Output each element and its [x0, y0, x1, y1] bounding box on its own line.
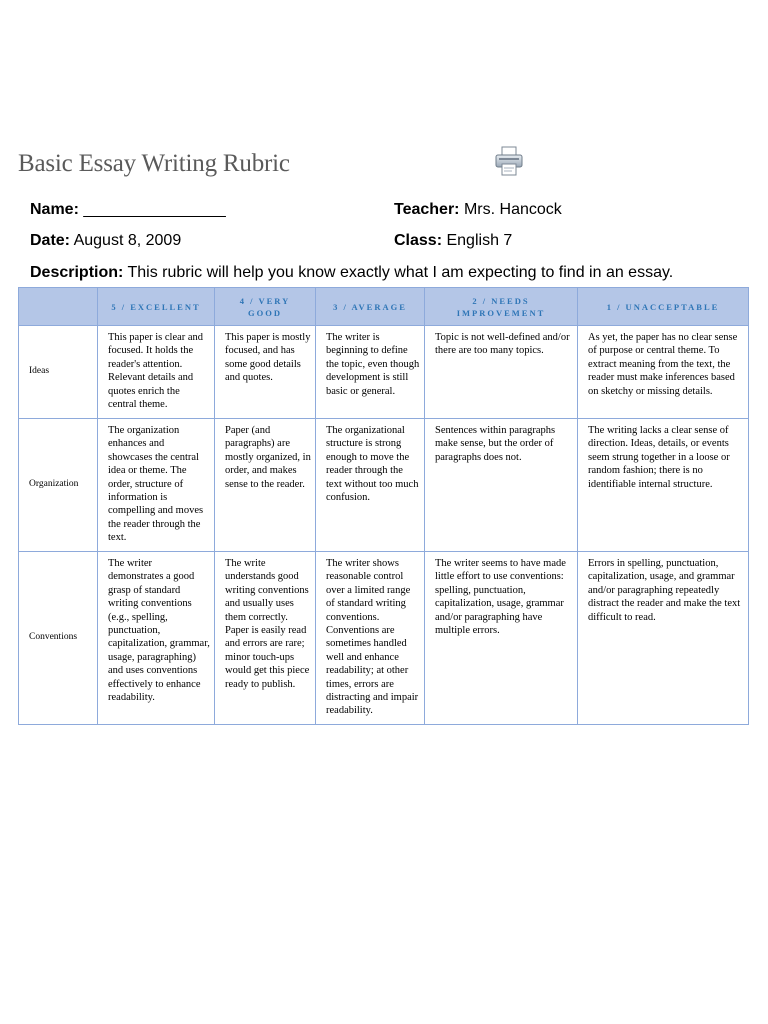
header-row [19, 288, 749, 326]
date-label: Date: [30, 232, 71, 249]
table-row [19, 326, 749, 419]
table-cell: As yet, the paper has no clear sense of purpose or central theme. To extract meaning from the text, the reader must make inferences based on sketchy or missing details. [578, 326, 749, 419]
class-value: English 7 [446, 232, 513, 249]
header-corner [19, 288, 98, 326]
header-unacceptable: 1 / UNACCEPTABLE [578, 288, 749, 326]
name-field [30, 201, 226, 219]
table-cell: This paper is clear and focused. It holds the reader's attention. Relevant details and quotes enrich the central theme. [98, 326, 215, 419]
teacher-field [394, 201, 562, 219]
class-label: Class: [394, 232, 443, 249]
table-row [19, 419, 749, 552]
header-needs-improvement: 2 / NEEDS IMPROVEMENT [425, 288, 578, 326]
row-label-ideas: Ideas [19, 326, 98, 419]
date-field [30, 232, 181, 250]
rubric-table [18, 287, 749, 725]
table-cell: The writer seems to have made little effort to use conventions: spelling, punctuation, capitalization, usage, grammar and/or paragraphing have multiple errors. [425, 552, 578, 725]
header-very-good: 4 / VERY GOOD [215, 288, 316, 326]
table-cell: The writer demonstrates a good grasp of standard writing conventions (e.g., spelling, punctuation, capitalization, grammar, usage, paragraphing) and uses conventions effectively to enhance readability. [98, 552, 215, 725]
teacher-value: Mrs. Hancock [463, 201, 562, 218]
row-label-organization: Organization [19, 419, 98, 552]
description-label: Description: [30, 264, 124, 281]
table-cell: The organizational structure is strong enough to move the reader through the text without too much confusion. [316, 419, 425, 552]
name-value: ________________ [83, 201, 226, 218]
table-cell: The write understands good writing conventions and usually uses them correctly. Paper is easily read and errors are rare; minor touch-ups would get this piece ready to publish. [215, 552, 316, 725]
table-cell: Sentences within paragraphs make sense, but the order of paragraphs does not. [425, 419, 578, 552]
class-field [394, 232, 512, 250]
table-cell: This paper is mostly focused, and has some good details and quotes. [215, 326, 316, 419]
table-cell: Topic is not well-defined and/or there are too many topics. [425, 326, 578, 419]
description-value: This rubric will help you know exactly what I am expecting to find in an essay. [127, 264, 674, 281]
table-row [19, 552, 749, 725]
table-cell: The writer is beginning to define the topic, even though development is still basic or general. [316, 326, 425, 419]
page-title: Basic Essay Writing Rubric [18, 150, 290, 177]
header-average: 3 / AVERAGE [316, 288, 425, 326]
name-label: Name: [30, 201, 79, 218]
date-value: August 8, 2009 [73, 232, 182, 249]
table-cell: The organization enhances and showcases the central idea or theme. The order, structure of information is compelling and moves the reader through the text. [98, 419, 215, 552]
table-cell: Paper (and paragraphs) are mostly organized, in order, and makes sense to the reader. [215, 419, 316, 552]
description-field [30, 264, 673, 282]
header-excellent: 5 / EXCELLENT [98, 288, 215, 326]
table-cell: The writer shows reasonable control over a limited range of standard writing conventions. Conventions are sometimes handled well and enhance readability; at other times, errors are distracting and impair readability. [316, 552, 425, 725]
teacher-label: Teacher: [394, 201, 460, 218]
printer-icon[interactable] [493, 145, 525, 177]
table-cell: The writing lacks a clear sense of direction. Ideas, details, or events seem strung together in a loose or random fashion; there is no identifiable internal structure. [578, 419, 749, 552]
table-cell: Errors in spelling, punctuation, capitalization, usage, and grammar and/or paragraphing repeatedly distract the reader and make the text difficult to read. [578, 552, 749, 725]
row-label-conventions: Conventions [19, 552, 98, 725]
